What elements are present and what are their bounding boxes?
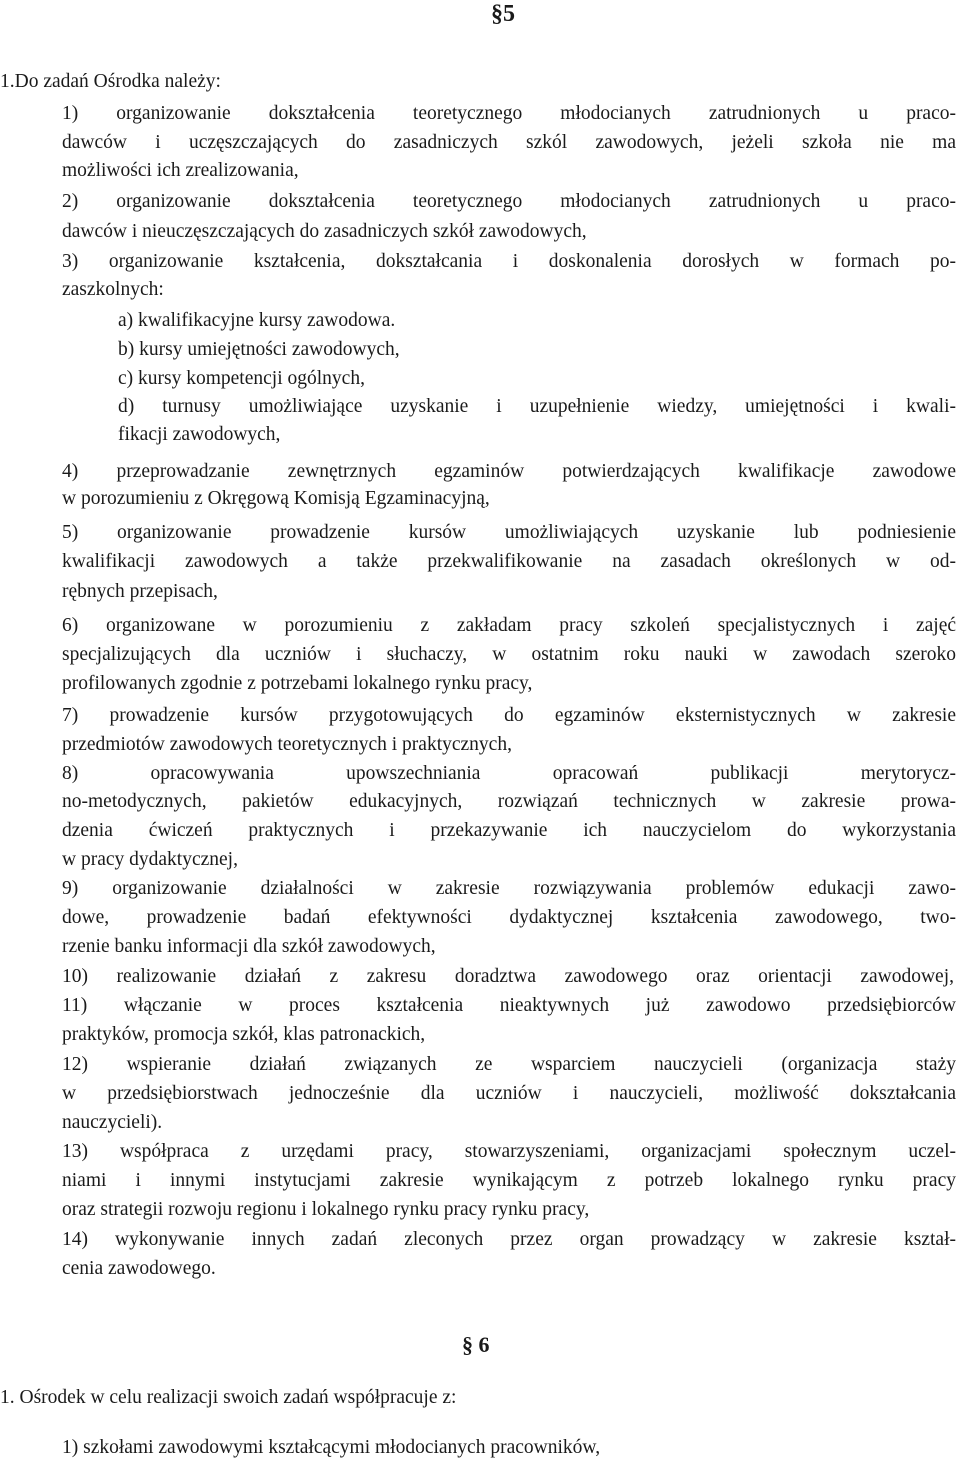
- task-line: 13) współpraca z urzędami pracy, stowarzyszeniami, organizacjami społecznym uczel-: [62, 1141, 956, 1162]
- task-line: rzenie banku informacji dla szkół zawodowych,: [62, 936, 436, 957]
- task-line: 4) przeprowadzanie zewnętrznych egzaminów potwierdzających kwalifikacje zawodowe: [62, 461, 956, 482]
- task-line: cenia zawodowego.: [62, 1258, 216, 1279]
- task-line: rębnych przepisach,: [62, 581, 218, 602]
- task-line: 10) realizowanie działań z zakresu doradztwa zawodowego oraz orientacji zawodowej,: [62, 966, 954, 987]
- task-line: 2) organizowanie dokształcenia teoretycznego młodocianych zatrudnionych u praco-: [62, 191, 956, 212]
- task-line: w porozumieniu z Okręgową Komisją Egzaminacyjną,: [62, 488, 490, 509]
- section-5-heading: §5: [491, 1, 515, 27]
- task-line: 8) opracowywania upowszechniania opracowań publikacji merytorycz-: [62, 763, 956, 784]
- task-subitem-line: fikacji zawodowych,: [118, 424, 281, 445]
- task-line: 14) wykonywanie innych zadań zleconych przez organ prowadzący w zakresie kształ-: [62, 1229, 956, 1250]
- task-subitem-line: a) kwalifikacyjne kursy zawodowa.: [118, 310, 396, 331]
- task-line: dawców i uczęszczających do zasadniczych szkól zawodowych, jeżeli szkoła nie ma: [62, 132, 956, 153]
- task-line: 6) organizowane w porozumieniu z zakładam pracy szkoleń specjalistycznych i zajęć: [62, 615, 956, 636]
- section-6-heading: § 6: [462, 1332, 490, 1357]
- task-line: profilowanych zgodnie z potrzebami lokalnego rynku pracy,: [62, 673, 533, 694]
- task-line: specjalizujących dla uczniów i słuchaczy, w ostatnim roku nauki w zawodach szeroko: [62, 644, 956, 665]
- task-line: praktyków, promocja szkół, klas patronackich,: [62, 1024, 426, 1045]
- task-subitem-line: c) kursy kompetencji ogólnych,: [118, 368, 365, 389]
- task-line: 11) włączanie w proces kształcenia nieaktywnych już zawodowo przedsiębiorców: [62, 995, 956, 1016]
- cooperation-line: 1) szkołami zawodowymi kształcącymi młodocianych pracowników,: [62, 1437, 601, 1458]
- task-line: oraz strategii rozwoju regionu i lokalnego rynku pracy rynku pracy,: [62, 1199, 590, 1220]
- task-line: przedmiotów zawodowych teoretycznych i praktycznych,: [62, 734, 512, 755]
- task-line: możliwości ich zrealizowania,: [62, 160, 299, 181]
- task-line: 7) prowadzenie kursów przygotowujących do egzaminów eksternistycznych w zakresie: [62, 705, 956, 726]
- task-line: dowe, prowadzenie badań efektywności dydaktycznej kształcenia zawodowego, two-: [62, 907, 956, 928]
- section-6-intro: 1. Ośrodek w celu realizacji swoich zadań współpracuje z:: [0, 1387, 457, 1408]
- section-5-intro: 1.Do zadań Ośrodka należy:: [0, 71, 221, 92]
- task-line: nauczycieli).: [62, 1112, 163, 1133]
- task-subitem-line: b) kursy umiejętności zawodowych,: [118, 339, 400, 360]
- task-line: 12) wspieranie działań związanych ze wsparciem nauczycieli (organizacja staży: [62, 1054, 956, 1075]
- task-line: dawców i nieuczęszczających do zasadniczych szkół zawodowych,: [62, 221, 587, 242]
- task-line: 5) organizowanie prowadzenie kursów umożliwiających uzyskanie lub podniesienie: [62, 522, 956, 543]
- task-line: zaszkolnych:: [62, 279, 164, 300]
- task-line: 1) organizowanie dokształcenia teoretycznego młodocianych zatrudnionych u praco-: [62, 103, 956, 124]
- task-line: no-metodycznych, pakietów edukacyjnych, rozwiązań technicznych w zakresie prowa-: [62, 791, 956, 812]
- task-subitem-line: d) turnusy umożliwiające uzyskanie i uzupełnienie wiedzy, umiejętności i kwali-: [118, 396, 956, 417]
- task-line: kwalifikacji zawodowych a także przekwalifikowanie na zasadach określonych w od-: [62, 551, 956, 572]
- task-line: 9) organizowanie działalności w zakresie rozwiązywania problemów edukacji zawo-: [62, 878, 956, 899]
- task-line: w przedsiębiorstwach jednocześnie dla uczniów i nauczycieli, możliwość dokształcania: [62, 1083, 956, 1104]
- task-line: niami i innymi instytucjami zakresie wynikającym z potrzeb lokalnego rynku pracy: [62, 1170, 956, 1191]
- task-line: dzenia ćwiczeń praktycznych i przekazywanie ich nauczycielom do wykorzystania: [62, 820, 956, 841]
- task-line: 3) organizowanie kształcenia, dokształcania i doskonalenia dorosłych w formach po-: [62, 251, 956, 272]
- task-line: w pracy dydaktycznej,: [62, 849, 238, 870]
